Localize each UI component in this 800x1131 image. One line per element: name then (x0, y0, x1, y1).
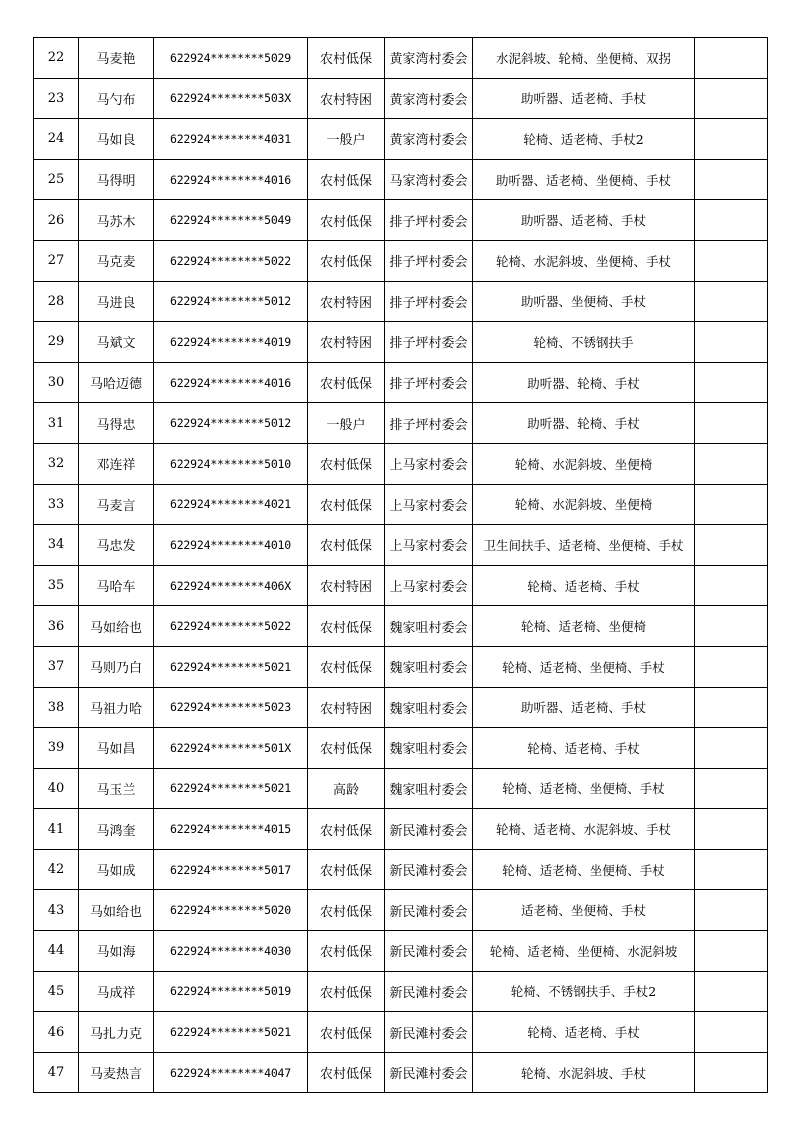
household-type-cell: 农村低保 (308, 809, 385, 850)
row-number-cell: 42 (34, 849, 79, 890)
person-name-cell: 马得明 (79, 159, 154, 200)
aid-items-cell: 助听器、适老椅、坐便椅、手杖 (473, 159, 695, 200)
household-type-cell: 农村特困 (308, 322, 385, 363)
household-type-cell: 农村低保 (308, 971, 385, 1012)
remarks-cell (695, 443, 768, 484)
row-number-cell: 28 (34, 281, 79, 322)
row-number-cell: 22 (34, 38, 79, 79)
person-name-cell: 马苏木 (79, 200, 154, 241)
table-row (34, 240, 768, 281)
table-row (34, 849, 768, 890)
aid-items-cell: 助听器、坐便椅、手杖 (473, 281, 695, 322)
aid-items-cell: 助听器、适老椅、手杖 (473, 687, 695, 728)
remarks-cell (695, 119, 768, 160)
person-name-cell: 马麦艳 (79, 38, 154, 79)
person-name-cell: 马玉兰 (79, 768, 154, 809)
remarks-cell (695, 971, 768, 1012)
table-row (34, 525, 768, 566)
remarks-cell (695, 200, 768, 241)
row-number-cell: 23 (34, 78, 79, 119)
table-row (34, 931, 768, 972)
village-committee-cell: 上马家村委会 (385, 443, 473, 484)
table-body (34, 38, 768, 1093)
table-row (34, 38, 768, 79)
village-committee-cell: 新民滩村委会 (385, 1012, 473, 1053)
household-type-cell: 农村低保 (308, 931, 385, 972)
row-number-cell: 26 (34, 200, 79, 241)
aid-items-cell: 轮椅、适老椅、手杖 (473, 728, 695, 769)
household-type-cell: 农村低保 (308, 484, 385, 525)
aid-items-cell: 助听器、轮椅、手杖 (473, 362, 695, 403)
table-row (34, 322, 768, 363)
id-number-cell: 622924********5021 (154, 1012, 308, 1053)
person-name-cell: 马进良 (79, 281, 154, 322)
id-number-cell: 622924********5017 (154, 849, 308, 890)
remarks-cell (695, 728, 768, 769)
table-row (34, 78, 768, 119)
person-name-cell: 马哈迈德 (79, 362, 154, 403)
aid-items-cell: 卫生间扶手、适老椅、坐便椅、手杖 (473, 525, 695, 566)
row-number-cell: 31 (34, 403, 79, 444)
household-type-cell: 农村低保 (308, 728, 385, 769)
row-number-cell: 38 (34, 687, 79, 728)
village-committee-cell: 新民滩村委会 (385, 971, 473, 1012)
aid-items-cell: 助听器、适老椅、手杖 (473, 200, 695, 241)
remarks-cell (695, 78, 768, 119)
id-number-cell: 622924********5019 (154, 971, 308, 1012)
person-name-cell: 马忠发 (79, 525, 154, 566)
household-type-cell: 农村特困 (308, 78, 385, 119)
household-type-cell: 农村低保 (308, 362, 385, 403)
household-type-cell: 农村特困 (308, 565, 385, 606)
table-row (34, 971, 768, 1012)
table-row (34, 119, 768, 160)
row-number-cell: 47 (34, 1052, 79, 1093)
row-number-cell: 30 (34, 362, 79, 403)
aid-items-cell: 适老椅、坐便椅、手杖 (473, 890, 695, 931)
household-type-cell: 农村特困 (308, 281, 385, 322)
remarks-cell (695, 281, 768, 322)
remarks-cell (695, 362, 768, 403)
person-name-cell: 马鸿奎 (79, 809, 154, 850)
village-committee-cell: 新民滩村委会 (385, 931, 473, 972)
id-number-cell: 622924********501X (154, 728, 308, 769)
village-committee-cell: 黄家湾村委会 (385, 78, 473, 119)
remarks-cell (695, 565, 768, 606)
remarks-cell (695, 768, 768, 809)
remarks-cell (695, 38, 768, 79)
person-name-cell: 马克麦 (79, 240, 154, 281)
row-number-cell: 25 (34, 159, 79, 200)
village-committee-cell: 新民滩村委会 (385, 849, 473, 890)
village-committee-cell: 魏家咀村委会 (385, 687, 473, 728)
village-committee-cell: 排子坪村委会 (385, 403, 473, 444)
aid-items-cell: 轮椅、不锈钢扶手 (473, 322, 695, 363)
aid-items-cell: 轮椅、水泥斜坡、坐便椅、手杖 (473, 240, 695, 281)
village-committee-cell: 黄家湾村委会 (385, 38, 473, 79)
household-type-cell: 农村低保 (308, 1052, 385, 1093)
table-row (34, 565, 768, 606)
person-name-cell: 马则乃白 (79, 646, 154, 687)
person-name-cell: 马哈车 (79, 565, 154, 606)
table-row (34, 768, 768, 809)
village-committee-cell: 上马家村委会 (385, 565, 473, 606)
id-number-cell: 622924********4031 (154, 119, 308, 160)
id-number-cell: 622924********4015 (154, 809, 308, 850)
village-committee-cell: 排子坪村委会 (385, 362, 473, 403)
id-number-cell: 622924********5022 (154, 606, 308, 647)
village-committee-cell: 新民滩村委会 (385, 1052, 473, 1093)
remarks-cell (695, 809, 768, 850)
id-number-cell: 622924********4019 (154, 322, 308, 363)
id-number-cell: 622924********5021 (154, 646, 308, 687)
village-committee-cell: 上马家村委会 (385, 525, 473, 566)
village-committee-cell: 新民滩村委会 (385, 890, 473, 931)
aid-items-cell: 轮椅、水泥斜坡、坐便椅 (473, 443, 695, 484)
aid-items-cell: 轮椅、适老椅、坐便椅、水泥斜坡 (473, 931, 695, 972)
household-type-cell: 农村低保 (308, 525, 385, 566)
household-type-cell: 高龄 (308, 768, 385, 809)
id-number-cell: 622924********4047 (154, 1052, 308, 1093)
aid-items-cell: 轮椅、水泥斜坡、手杖 (473, 1052, 695, 1093)
row-number-cell: 33 (34, 484, 79, 525)
row-number-cell: 41 (34, 809, 79, 850)
table-row (34, 403, 768, 444)
aid-items-cell: 水泥斜坡、轮椅、坐便椅、双拐 (473, 38, 695, 79)
table-row (34, 1012, 768, 1053)
id-number-cell: 622924********4030 (154, 931, 308, 972)
table-row (34, 443, 768, 484)
household-type-cell: 农村低保 (308, 890, 385, 931)
person-name-cell: 马勺布 (79, 78, 154, 119)
id-number-cell: 622924********406X (154, 565, 308, 606)
row-number-cell: 39 (34, 728, 79, 769)
id-number-cell: 622924********5010 (154, 443, 308, 484)
id-number-cell: 622924********4016 (154, 159, 308, 200)
remarks-cell (695, 687, 768, 728)
remarks-cell (695, 403, 768, 444)
aid-items-cell: 轮椅、适老椅、手杖2 (473, 119, 695, 160)
remarks-cell (695, 240, 768, 281)
household-type-cell: 一般户 (308, 119, 385, 160)
person-name-cell: 马如给也 (79, 606, 154, 647)
table-row (34, 484, 768, 525)
beneficiary-table (33, 37, 768, 1093)
row-number-cell: 27 (34, 240, 79, 281)
person-name-cell: 马如昌 (79, 728, 154, 769)
village-committee-cell: 黄家湾村委会 (385, 119, 473, 160)
aid-items-cell: 轮椅、适老椅、坐便椅 (473, 606, 695, 647)
village-committee-cell: 新民滩村委会 (385, 809, 473, 850)
village-committee-cell: 魏家咀村委会 (385, 646, 473, 687)
row-number-cell: 32 (34, 443, 79, 484)
row-number-cell: 43 (34, 890, 79, 931)
remarks-cell (695, 890, 768, 931)
remarks-cell (695, 606, 768, 647)
id-number-cell: 622924********503X (154, 78, 308, 119)
remarks-cell (695, 525, 768, 566)
village-committee-cell: 上马家村委会 (385, 484, 473, 525)
household-type-cell: 农村特困 (308, 687, 385, 728)
remarks-cell (695, 931, 768, 972)
remarks-cell (695, 484, 768, 525)
household-type-cell: 农村低保 (308, 849, 385, 890)
id-number-cell: 622924********5020 (154, 890, 308, 931)
household-type-cell: 农村低保 (308, 443, 385, 484)
document-sheet (33, 37, 767, 1093)
table-row (34, 606, 768, 647)
village-committee-cell: 魏家咀村委会 (385, 606, 473, 647)
person-name-cell: 马斌文 (79, 322, 154, 363)
remarks-cell (695, 1012, 768, 1053)
table-row (34, 1052, 768, 1093)
id-number-cell: 622924********5012 (154, 403, 308, 444)
row-number-cell: 34 (34, 525, 79, 566)
person-name-cell: 邓连祥 (79, 443, 154, 484)
household-type-cell: 农村低保 (308, 200, 385, 241)
row-number-cell: 36 (34, 606, 79, 647)
id-number-cell: 622924********4021 (154, 484, 308, 525)
aid-items-cell: 轮椅、适老椅、水泥斜坡、手杖 (473, 809, 695, 850)
household-type-cell: 一般户 (308, 403, 385, 444)
person-name-cell: 马祖力哈 (79, 687, 154, 728)
id-number-cell: 622924********5021 (154, 768, 308, 809)
table-row (34, 159, 768, 200)
person-name-cell: 马得忠 (79, 403, 154, 444)
aid-items-cell: 轮椅、适老椅、手杖 (473, 565, 695, 606)
table-row (34, 890, 768, 931)
village-committee-cell: 排子坪村委会 (385, 281, 473, 322)
household-type-cell: 农村低保 (308, 606, 385, 647)
household-type-cell: 农村低保 (308, 646, 385, 687)
table-row (34, 687, 768, 728)
person-name-cell: 马如海 (79, 931, 154, 972)
aid-items-cell: 轮椅、适老椅、坐便椅、手杖 (473, 768, 695, 809)
person-name-cell: 马成祥 (79, 971, 154, 1012)
id-number-cell: 622924********5023 (154, 687, 308, 728)
person-name-cell: 马扎力克 (79, 1012, 154, 1053)
table-row (34, 728, 768, 769)
village-committee-cell: 排子坪村委会 (385, 200, 473, 241)
id-number-cell: 622924********4010 (154, 525, 308, 566)
aid-items-cell: 轮椅、适老椅、手杖 (473, 1012, 695, 1053)
aid-items-cell: 轮椅、水泥斜坡、坐便椅 (473, 484, 695, 525)
village-committee-cell: 马家湾村委会 (385, 159, 473, 200)
remarks-cell (695, 1052, 768, 1093)
aid-items-cell: 轮椅、适老椅、坐便椅、手杖 (473, 646, 695, 687)
person-name-cell: 马麦热言 (79, 1052, 154, 1093)
id-number-cell: 622924********5049 (154, 200, 308, 241)
aid-items-cell: 轮椅、不锈钢扶手、手杖2 (473, 971, 695, 1012)
remarks-cell (695, 159, 768, 200)
table-row (34, 281, 768, 322)
row-number-cell: 45 (34, 971, 79, 1012)
table-row (34, 809, 768, 850)
table-row (34, 646, 768, 687)
id-number-cell: 622924********5012 (154, 281, 308, 322)
id-number-cell: 622924********5022 (154, 240, 308, 281)
row-number-cell: 24 (34, 119, 79, 160)
village-committee-cell: 魏家咀村委会 (385, 768, 473, 809)
remarks-cell (695, 849, 768, 890)
aid-items-cell: 轮椅、适老椅、坐便椅、手杖 (473, 849, 695, 890)
person-name-cell: 马麦言 (79, 484, 154, 525)
village-committee-cell: 排子坪村委会 (385, 322, 473, 363)
row-number-cell: 29 (34, 322, 79, 363)
table-row (34, 362, 768, 403)
id-number-cell: 622924********5029 (154, 38, 308, 79)
person-name-cell: 马如良 (79, 119, 154, 160)
person-name-cell: 马如成 (79, 849, 154, 890)
household-type-cell: 农村低保 (308, 159, 385, 200)
household-type-cell: 农村低保 (308, 240, 385, 281)
village-committee-cell: 魏家咀村委会 (385, 728, 473, 769)
row-number-cell: 35 (34, 565, 79, 606)
village-committee-cell: 排子坪村委会 (385, 240, 473, 281)
household-type-cell: 农村低保 (308, 1012, 385, 1053)
person-name-cell: 马如给也 (79, 890, 154, 931)
table-row (34, 200, 768, 241)
row-number-cell: 40 (34, 768, 79, 809)
remarks-cell (695, 322, 768, 363)
row-number-cell: 46 (34, 1012, 79, 1053)
aid-items-cell: 助听器、适老椅、手杖 (473, 78, 695, 119)
remarks-cell (695, 646, 768, 687)
aid-items-cell: 助听器、轮椅、手杖 (473, 403, 695, 444)
household-type-cell: 农村低保 (308, 38, 385, 79)
row-number-cell: 37 (34, 646, 79, 687)
id-number-cell: 622924********4016 (154, 362, 308, 403)
row-number-cell: 44 (34, 931, 79, 972)
